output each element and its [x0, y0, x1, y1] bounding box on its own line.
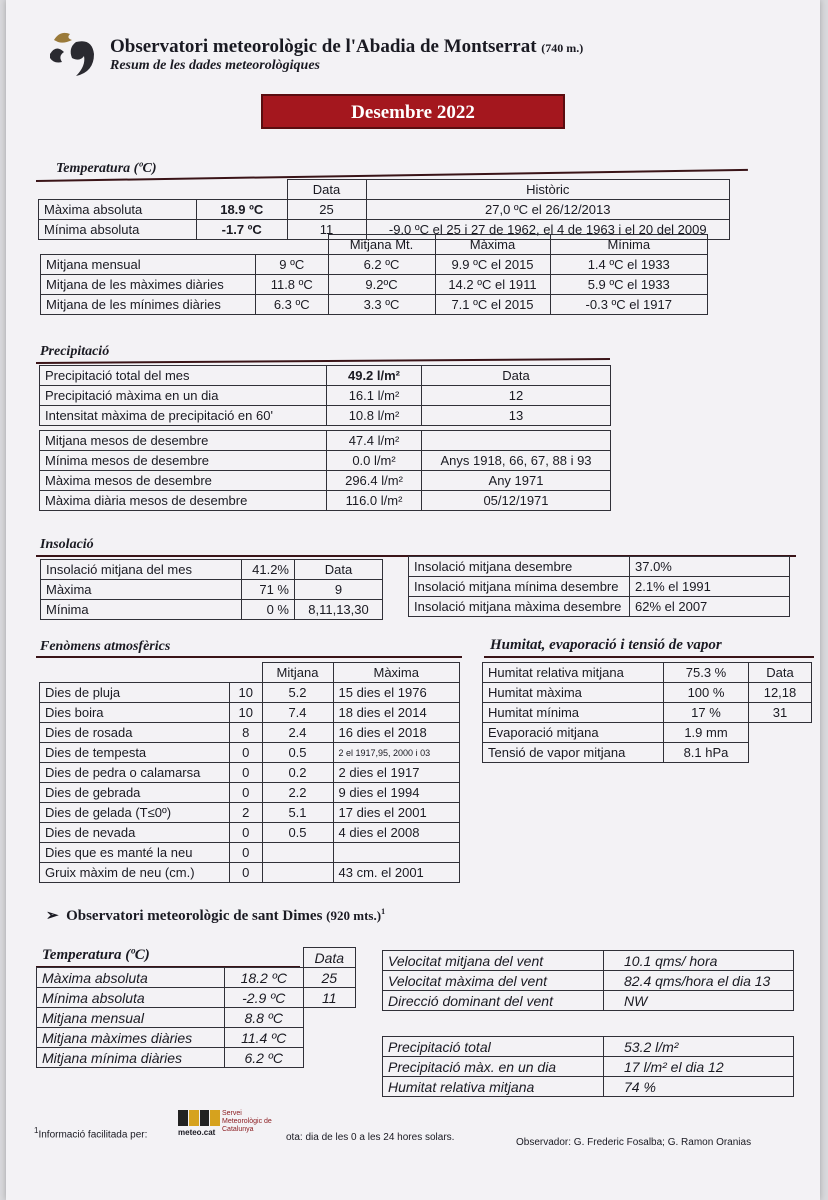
table-row: Intensitat màxima de precipitació en 60' 10.8 l/m² 13	[40, 406, 611, 426]
table-row: Màxima mesos de desembre 296.4 l/m² Any 1971	[40, 471, 611, 491]
table-row: Humitat mínima 17 % 31	[483, 703, 812, 723]
table-row: Tensió de vapor mitjana 8.1 hPa	[483, 743, 812, 763]
table-row: Precipitació total del mes 49.2 l/m² Data	[40, 366, 611, 386]
insolation-month-table	[40, 559, 383, 620]
humidity-table	[482, 662, 812, 763]
sant-dimes-temperature-table: Data Màxima absoluta 18.2 ºC 25 Mínima absoluta -2.9 ºC 11 Mitjana mensual 8.8 ºC Mitjana màximes diàries 11.4 ºC Mitjana mínima diàries 6.2 ºC	[36, 947, 356, 1068]
table-row: Mínima 0 % 8,11,13,30	[41, 600, 383, 620]
temperature-means-table: Mitjana Mt. Màxima Mínima Mitjana mensual 9 ºC 6.2 ºC 9.9 ºC el 2015 1.4 ºC el 1933 Mitjana de les màximes diàries 11.8 ºC 9.2ºC 14.2 ºC el 1911 5.9 ºC el 1933 Mitjana de les mínimes diàries 6.3 ºC 3.3 ºC 7.1 ºC el 2015 -0.3 ºC el 1917	[40, 234, 708, 315]
report-subtitle: Resum de les dades meteorològiques	[110, 58, 320, 73]
table-row: Dies de tempesta 0 0.5 2 el 1917,95, 2000 i 03	[40, 743, 460, 763]
sant-dimes-heading: ➢ Observatori meteorològic de sant Dimes (920 mts.)$^1$	[46, 907, 386, 924]
table-row: Màxima 71 % 9	[41, 580, 383, 600]
humidity-rule	[484, 656, 814, 658]
precipitation-month-table	[39, 365, 611, 426]
observer-credit: Observador: G. Frederic Fosalba; G. Ramon Oranias	[516, 1137, 752, 1148]
table-row: Insolació mitjana màxima desembre 62% el 2007	[409, 597, 790, 617]
table-row: Dies de nevada 0 0.5 4 dies el 2008	[40, 823, 460, 843]
table-row: Màxima diària mesos de desembre 116.0 l/m² 05/12/1971	[40, 491, 611, 511]
table-row: Mitjana mensual 8.8 ºC	[37, 1008, 356, 1028]
precipitation-heading: Precipitació	[40, 344, 110, 359]
table-row: Mitjana mesos de desembre 47.4 l/m²	[40, 431, 611, 451]
table-row: Velocitat màxima del vent 82.4 qms/hora el dia 13	[383, 971, 794, 991]
table-row: Dies de gebrada 0 2.2 9 dies el 1994	[40, 783, 460, 803]
month-banner: Desembre 2022	[261, 94, 565, 129]
table-row: Precipitació total 53.2 l/m²	[383, 1037, 794, 1057]
table-row: Velocitat mitjana del vent 10.1 qms/ hora	[383, 951, 794, 971]
sant-dimes-wind-table	[382, 950, 794, 1011]
table-row: Humitat relativa mitjana 74 %	[383, 1077, 794, 1097]
sant-dimes-temp-heading: Temperatura (ºC)	[42, 947, 150, 963]
phenomena-heading: Fenòmens atmosfèrics	[40, 639, 171, 654]
insolation-history-table	[408, 556, 790, 617]
phenomena-table: Mitjana Màxima Dies de pluja 10 5.2 15 dies el 1976 Dies boira 10 7.4 18 dies el 2014 Dies de rosada 8 2.4 16 dies el 2018 Dies de tempesta 0 0.5 2 el 1917,95, 2000 i 03 Dies de pedra o calamarsa 0 0.2 2 dies el 1917 Dies de gebrada 0 2.2 9 dies el 1994 Dies de gelada (T≤0º) 2 5.1 17 dies el 2001 Dies de nevada 0 0.5 4 dies el 2008 Dies que es manté la neu 0 Gruix màxim de neu (cm.) 0 43 cm. el 2001	[39, 662, 460, 883]
table-row: Mitjana de les màximes diàries 11.8 ºC 9.2ºC 14.2 ºC el 1911 5.9 ºC el 1933	[41, 275, 708, 295]
temperature-heading: Temperatura (ºC)	[56, 161, 157, 176]
table-row: Direcció dominant del vent NW	[383, 991, 794, 1011]
table-row: Mitjana mensual 9 ºC 6.2 ºC 9.9 ºC el 2015 1.4 ºC el 1933	[41, 255, 708, 275]
table-row: Precipitació màx. en un dia 17 l/m² el dia 12	[383, 1057, 794, 1077]
table-row: Dies boira 10 7.4 18 dies el 2014	[40, 703, 460, 723]
meteocat-caption: Servei Meteorològic de Catalunya	[222, 1110, 272, 1133]
abbey-logo-icon	[46, 28, 102, 80]
col-data: Data	[287, 180, 366, 200]
sant-dimes-precipitation-table	[382, 1036, 794, 1097]
insolation-heading: Insolació	[40, 537, 94, 552]
footer-note: ota: dia de les 0 a les 24 hores solars.	[286, 1132, 455, 1143]
report-page	[6, 0, 820, 1200]
temperature-extremes-table	[38, 179, 730, 240]
col-historic: Històric	[366, 180, 730, 200]
humidity-heading: Humitat, evaporació i tensió de vapor	[490, 637, 722, 653]
meteocat-logo-icon	[178, 1110, 220, 1126]
precipitation-rule	[36, 358, 610, 364]
table-row: Dies de pluja 10 5.2 15 dies el 1976	[40, 683, 460, 703]
table-row: Dies de rosada 8 2.4 16 dies el 2018	[40, 723, 460, 743]
table-row: Mínima absoluta -1.7 ºC 11 -9.0 ºC el 25 i 27 de 1962, el 4 de 1963 i el 20 del 2009	[39, 220, 730, 240]
precipitation-history-table	[39, 430, 611, 511]
table-row: Màxima absoluta 18.2 ºC 25	[37, 968, 356, 988]
table-row: Humitat relativa mitjana 75.3 % Data	[483, 663, 812, 683]
table-row: Gruix màxim de neu (cm.) 0 43 cm. el 2001	[40, 863, 460, 883]
table-row: Precipitació màxima en un dia 16.1 l/m² 12	[40, 386, 611, 406]
chevron-right-icon: ➢	[46, 908, 59, 924]
table-row: Mitjana mínima diàries 6.2 ºC	[37, 1048, 356, 1068]
table-row: Dies que es manté la neu 0	[40, 843, 460, 863]
table-row: Insolació mitjana desembre 37.0%	[409, 557, 790, 577]
table-row: Dies de pedra o calamarsa 0 0.2 2 dies el 1917	[40, 763, 460, 783]
table-row: Dies de gelada (T≤0º) 2 5.1 17 dies el 2001	[40, 803, 460, 823]
table-row: Mitjana màximes diàries 11.4 ºC	[37, 1028, 356, 1048]
table-row: Mínima mesos de desembre 0.0 l/m² Anys 1918, 66, 67, 88 i 93	[40, 451, 611, 471]
table-row: Mitjana de les mínimes diàries 6.3 ºC 3.3 ºC 7.1 ºC el 2015 -0.3 ºC el 1917	[41, 295, 708, 315]
table-row: Mínima absoluta -2.9 ºC 11	[37, 988, 356, 1008]
report-title: Observatori meteorològic de l'Abadia de Montserrat (740 m.)	[110, 36, 584, 57]
meteocat-logo: meteo.cat	[178, 1110, 220, 1140]
table-row: Insolació mitjana mínima desembre 2.1% el 1991	[409, 577, 790, 597]
table-row: Humitat màxima 100 % 12,18	[483, 683, 812, 703]
table-row: Màxima absoluta 18.9 ºC 25 27,0 ºC el 26/12/2013	[39, 200, 730, 220]
phenomena-rule	[36, 656, 462, 658]
table-row: Insolació mitjana del mes 41.2% Data	[41, 560, 383, 580]
table-row: Evaporació mitjana 1.9 mm	[483, 723, 812, 743]
footnote: $^1$Informació facilitada per:	[34, 1126, 148, 1141]
